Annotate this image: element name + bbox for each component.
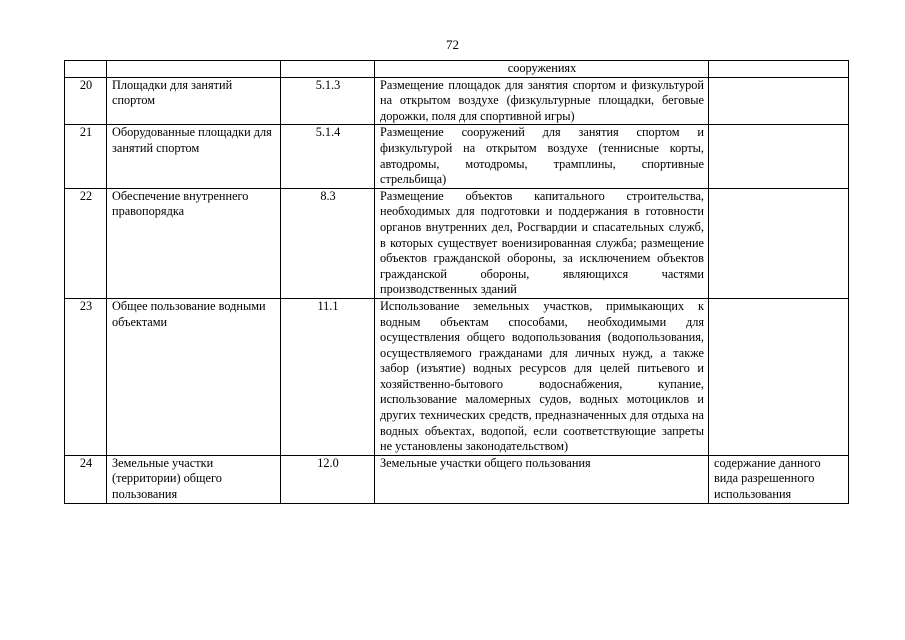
row-name: Земельные участки (территории) общего пользования: [107, 455, 281, 503]
row-note: [709, 188, 849, 298]
table-row: [65, 77, 849, 125]
row-number: 20: [65, 77, 107, 125]
row-description: Использование земельных участков, примыкающих к водным объектам способами, необходимыми для осуществления общего водопользования (водопользования, осуществляемого гражданами для личных нужд, а также забор (изъятие) водных ресурсов для целей питьевого и хозяйственно-бытового водоснабжения, купание, использование маломерных судов, водных мотоциклов и других технических средств, предназначенных для отдыха на водных объектах, водопой, если соответствующие запреты не установлены законодательством): [375, 298, 709, 455]
row-code: 5.1.4: [281, 125, 375, 188]
row-note: [709, 125, 849, 188]
row-description: сооружениях: [375, 61, 709, 78]
row-note: [709, 298, 849, 455]
table-row: [65, 188, 849, 298]
row-code: 8.3: [281, 188, 375, 298]
row-note: содержание данного вида разрешенного использования: [709, 455, 849, 503]
row-note: [709, 77, 849, 125]
table-row: [65, 125, 849, 188]
page-number: 72: [446, 37, 459, 52]
row-name: Общее пользование водными объектами: [107, 298, 281, 455]
row-description: Размещение сооружений для занятия спортом и физкультурой на открытом воздухе (теннисные корты, автодромы, мотодромы, трамплины, спортивные стрельбища): [375, 125, 709, 188]
row-code: 11.1: [281, 298, 375, 455]
row-code: 12.0: [281, 455, 375, 503]
row-number: 24: [65, 455, 107, 503]
table-row-continuation: [65, 61, 849, 78]
table-row: [65, 455, 849, 503]
row-code: [281, 61, 375, 78]
row-number: 22: [65, 188, 107, 298]
row-note: [709, 61, 849, 78]
row-number: 23: [65, 298, 107, 455]
row-name: Площадки для занятий спортом: [107, 77, 281, 125]
row-code: 5.1.3: [281, 77, 375, 125]
row-name: Обеспечение внутреннего правопорядка: [107, 188, 281, 298]
row-description: Размещение объектов капитального строительства, необходимых для подготовки и поддержания в готовности органов внутренних дел, Росгвардии и спасательных служб, в которых существует военизированная служба; размещение объектов гражданской обороны, за исключением объектов гражданской обороны, являющихся частями производственных зданий: [375, 188, 709, 298]
table-row: [65, 298, 849, 455]
row-number: [65, 61, 107, 78]
row-name: [107, 61, 281, 78]
row-name: Оборудованные площадки для занятий спортом: [107, 125, 281, 188]
row-description: Земельные участки общего пользования: [375, 455, 709, 503]
row-number: 21: [65, 125, 107, 188]
land-use-table: [64, 60, 849, 504]
row-description: Размещение площадок для занятия спортом и физкультурой на открытом воздухе (физкультурные площадки, беговые дорожки, поля для спортивной игры): [375, 77, 709, 125]
